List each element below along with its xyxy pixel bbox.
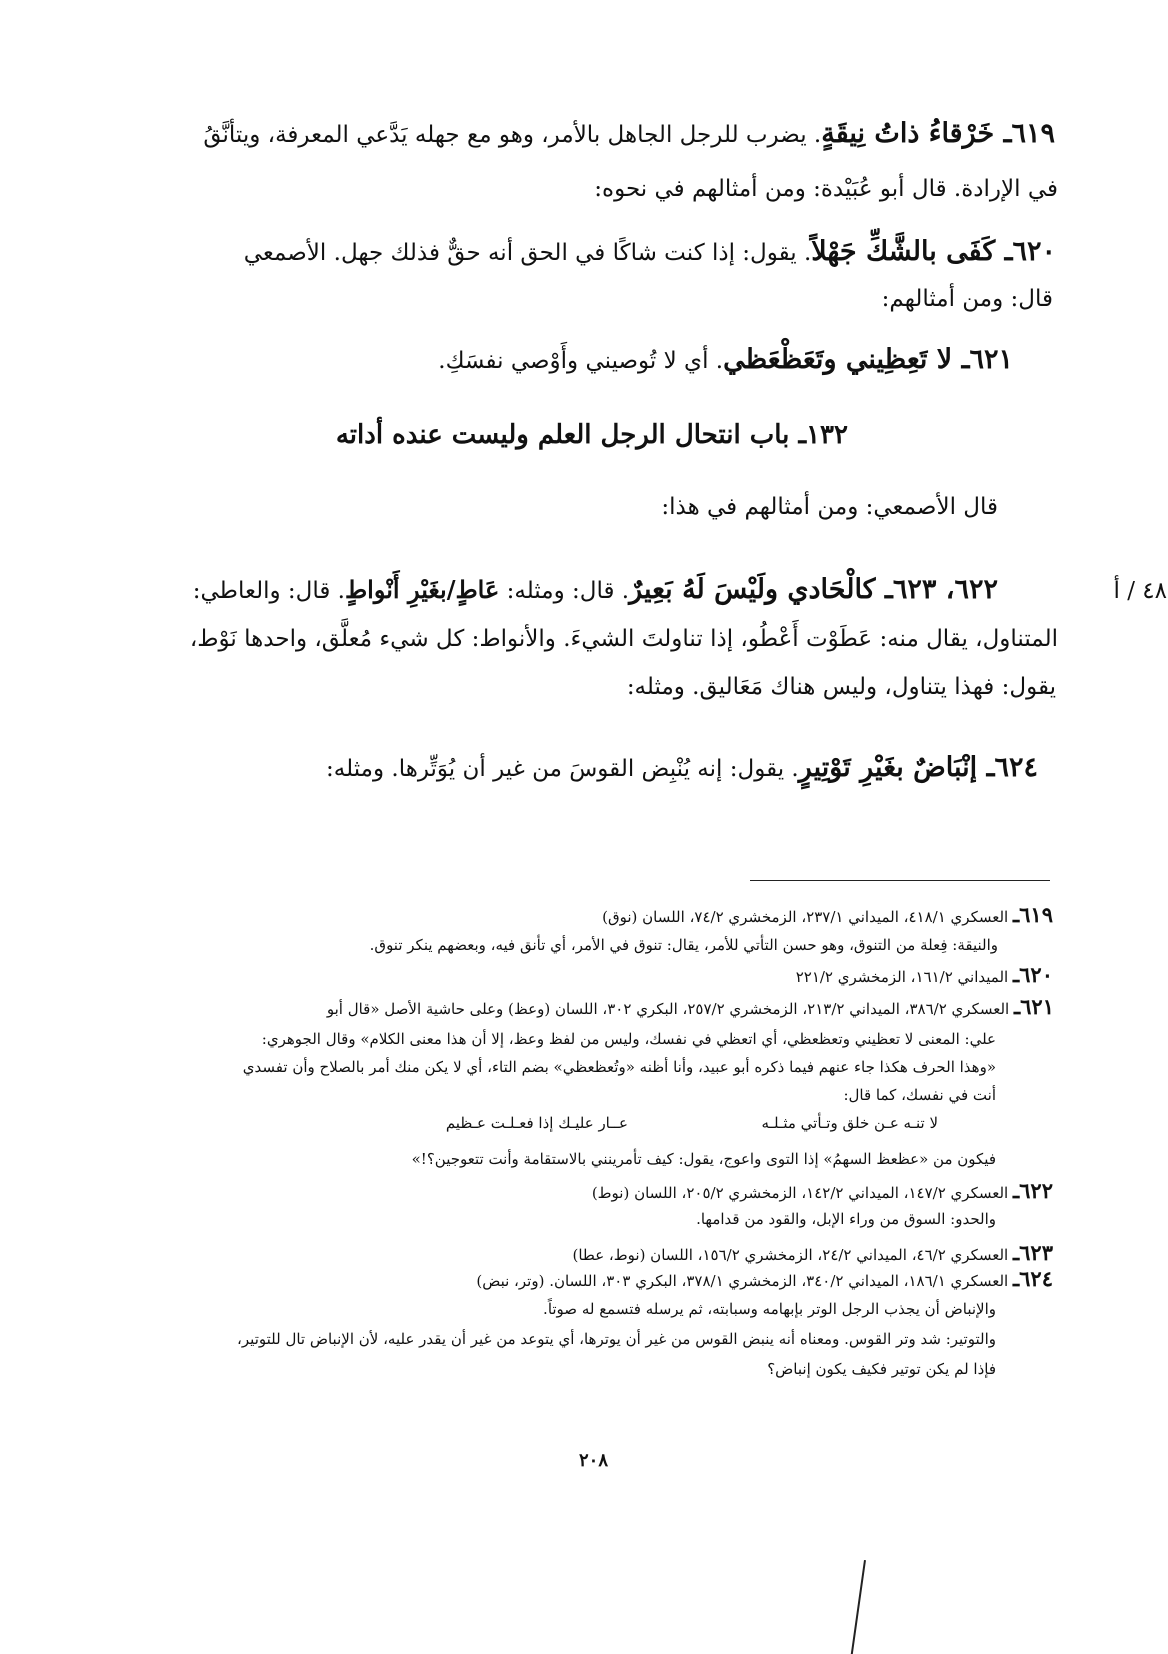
footnote-622-number: ٦٢٢ـ: [1013, 1178, 1053, 1203]
entry-619-text: . يضرب للرجل الجاهل بالأمر، وهو مع جهله يَدَّعي المعرفة، ويتأنَّقُ: [203, 122, 822, 148]
entry-619-line-2: في الإرادة. قال أبو عُبَيْدة: ومن أمثالهم في نحوه:: [594, 176, 1058, 202]
entry-622-mid-text: . قال: ومثله:: [499, 578, 630, 604]
footnote-622-line-2: والحدو: السوق من وراء الإبل، والقود من قدامها.: [696, 1210, 996, 1228]
entry-624-title: ٦٢٤ـ إنْبَاضٌ بغَيْرِ تَوْتِيرٍ: [798, 752, 1038, 783]
footnote-620-sources: الميداني ١٦١/٢، الزمخشري ٢٢١/٢: [795, 968, 1009, 986]
entry-620-line-2: قال: ومن أمثالهم:: [881, 286, 1053, 312]
entry-622-end-text: . قال: والعاطي:: [192, 578, 345, 604]
entry-620-title: ٦٢٠ـ كَفَى بالشَّكِّ جَهْلاً: [811, 236, 1056, 267]
footnote-622-line-1: [592, 1178, 1053, 1203]
footnote-622-sources: العسكري ١٤٧/٢، الميداني ١٤٢/٢، الزمخشري ٢٠٥/٢، اللسان (نوط): [591, 1184, 1009, 1202]
entry-622-line-2: المتناول، يقال منه: عَطَوْت أَعْطُو، إذا تناولتَ الشيءَ. والأنواط: كل شيء مُعلَّق، واحدها نَوْط،: [189, 626, 1058, 652]
entry-621-title: ٦٢١ـ لا تَعِظِيني وتَعَظْعَظي: [723, 344, 1013, 375]
footnote-624-number: ٦٢٤ـ: [1013, 1266, 1053, 1291]
entry-623-title: عَاطٍ/بغَيْرِ أَنْواطٍ: [344, 575, 500, 604]
margin-reference: ٤٨ / أ: [1113, 578, 1167, 604]
footnote-623-sources: العسكري ٤٦/٢، الميداني ٢٤/٢، الزمخشري ١٥٦/٢، اللسان (نوط، عطا): [572, 1246, 1009, 1264]
entry-622-line-3: يقول: فهذا يتناول، وليس هناك مَعَاليق. ومثله:: [626, 674, 1056, 700]
entry-620-text: . يقول: إذا كنت شاكًا في الحق أنه حقٌّ فذلك جهل. الأصمعي: [243, 240, 812, 266]
pen-stroke-mark: [851, 1560, 866, 1654]
poem-hemistich-1: لا تنـه عـن خلق وتـأتي مثـلـه: [761, 1114, 938, 1132]
entry-622-title: ٦٢٢، ٦٢٣ـ كالْحَادي ولَيْسَ لَهُ بَعِيرٌ: [629, 574, 998, 605]
footnote-623-line-1: [572, 1240, 1053, 1265]
section-heading: ١٣٢ـ باب انتحال الرجل العلم وليست عنده أداته: [335, 420, 848, 450]
footnote-624-line-1: [476, 1266, 1053, 1291]
footnote-620-number: ٦٢٠ـ: [1013, 962, 1053, 987]
entry-624-line-1: [326, 752, 1038, 783]
footnote-624-line-4: فإذا لم يكن توتير فكيف يكون إنباض؟: [767, 1360, 996, 1378]
footnote-624-sources: العسكري ١٨٦/١، الميداني ٣٤٠/٢، الزمخشري ٣٧٨/١، البكري ٣٠٣، اللسان. (وتر، نبض): [476, 1272, 1009, 1290]
section-intro: قال الأصمعي: ومن أمثالهم في هذا:: [661, 494, 998, 520]
entry-621-line-1: [438, 344, 1013, 375]
footnote-621-line-5: فيكون من «عظعظ السهمُ» إذا التوى واعوج، يقول: كيف تأمرينني بالاستقامة وأنت تتعوجين؟!»: [411, 1150, 996, 1168]
footnote-623-number: ٦٢٣ـ: [1013, 1240, 1053, 1265]
footnote-620-line-1: [796, 962, 1053, 987]
footnote-624-line-2: والإنباض أن يجذب الرجل الوتر بإبهامه وسبابته، ثم يرسله فتسمع له صوتاً.: [543, 1300, 996, 1318]
footnote-621-line-1: [327, 994, 1054, 1019]
entry-619-line-1: [203, 118, 1055, 149]
footnote-621-number: ٦٢١ـ: [1014, 994, 1054, 1019]
entry-621-text: . أي لا تُوصيني وأَوْصي نفسَكِ.: [438, 348, 724, 374]
footnote-619-line-2: والنيقة: فِعلة من التنوق، وهو حسن التأتي للأمر، يقال: تنوق في الأمر، أي تأنق فيه، وبعضهم ينكر تنوق.: [369, 936, 998, 954]
entry-622-line-1: [193, 574, 998, 605]
footnote-621-line-4: أنت في نفسك، كما قال:: [843, 1086, 996, 1104]
footnote-619-line-1: [602, 902, 1053, 927]
page-number: ٢٠٨: [578, 1450, 608, 1471]
footnote-624-line-3: والتوتير: شد وتر القوس. ومعناه أنه ينبض القوس من غير أن يوترها، أي يتوعد من غير أن يقدر عليه، لأن الإنباض تال للتوتير،: [237, 1330, 996, 1348]
entry-620-line-1: [244, 236, 1056, 267]
footnote-621-line-3: «وهذا الحرف هكذا جاء عنهم فيما ذكره أبو عبيد، وأنا أظنه «وتُعظعظي» بضم التاء، أي لا يكن منك أمر بالصلاح وأن تفسدي: [242, 1058, 996, 1076]
entry-619-title: ٦١٩ـ خَرْقاءُ ذاتُ نِيقَةٍ: [821, 118, 1055, 149]
footnote-619-number: ٦١٩ـ: [1013, 902, 1053, 927]
footnote-621-line-2: علي: المعنى لا تعظيني وتعظعظي، أي اتعظي في نفسك، وليس من لفظ وعظ، إلا أن هذا معنى الكلام» وقال الجوهري:: [261, 1030, 996, 1048]
poem-hemistich-2: عــار عليـك إذا فعـلـت عـظيم: [445, 1114, 628, 1132]
footnote-619-sources: العسكري ٤١٨/١، الميداني ٢٣٧/١، الزمخشري ٧٤/٢، اللسان (نوق): [602, 908, 1009, 926]
footnote-separator: [750, 880, 1050, 881]
entry-624-text: . يقول: إنه يُنْبِض القوسَ من غير أن يُوَتِّرها. ومثله:: [326, 756, 799, 782]
footnote-621-sources: العسكري ٣٨٦/٢، الميداني ٢١٣/٢، الزمخشري ٢٥٧/٢، البكري ٣٠٢، اللسان (وعظ) وعلى حاشية الأصل «قال أبو: [326, 1000, 1010, 1018]
